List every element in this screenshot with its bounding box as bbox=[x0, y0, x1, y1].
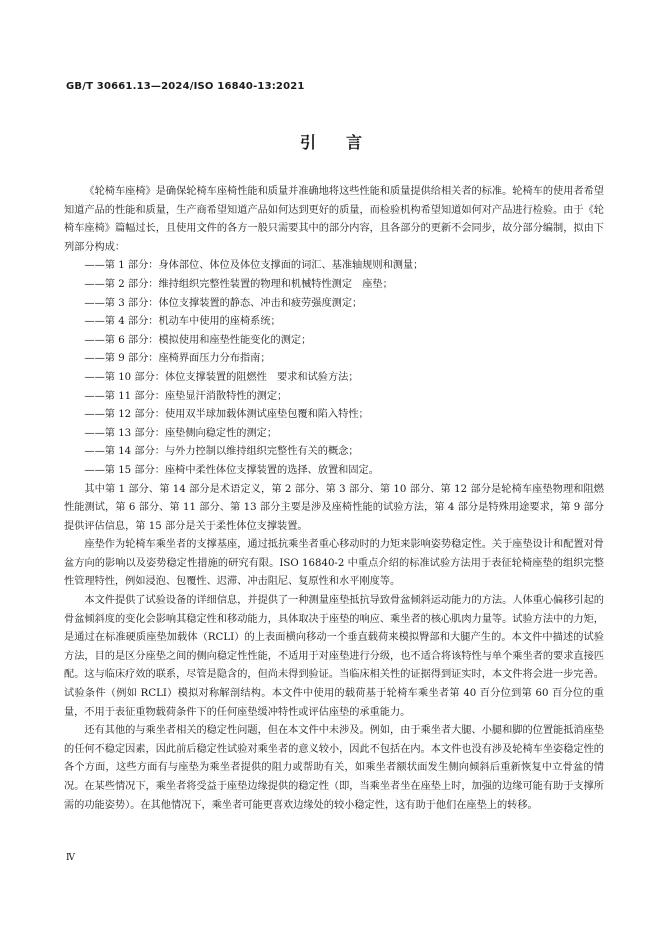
body-paragraph: 其中第 1 部分、第 14 部分是术语定义，第 2 部分、第 3 部分、第 10 部分、第 12 部分是轮椅车座垫物理和阻燃性能测试，第 6 部分、第 11 部分、第 13 部分主要是涉及座椅性能的试验方法，第 4 部分是特殊用途要求，第 9 部分提供评估信息，第 15 部分是关于柔性体位支撑装置。 bbox=[64, 483, 604, 532]
list-item: ——第 9 部分：座椅界面压力分布指南； bbox=[84, 353, 271, 365]
list-item: ——第 1 部分：身体部位、体位及体位支撑面的词汇、基准轴规则和测量； bbox=[84, 260, 424, 272]
body-paragraph: 还有其他的与乘坐者相关的稳定性问题，但在本文件中未涉及。例如，由于乘坐者大腿、小腿和脚的位置能抵消座垫的任何不稳定因素，因此前后稳定性试验对乘坐者的意义较小，因此不包括在内。本文件也没有涉及轮椅车坐姿稳定性的各个方面，这些方面有与座垫为乘坐者提供的阻力或帮助有关，如乘坐者额状面发生侧向倾斜后重新恢复中立骨盆的情况。在某些情况下，乘坐者将受益于座垫边缘提供的稳定性（即，当乘坐者坐在座垫上时，加强的边缘可能有助于支撑所需的功能姿势）。在其他情况下，乘坐者可能更喜欢边缘处的较小稳定性，这有助于他们在座垫上的转移。 bbox=[64, 725, 604, 811]
page-title: 引言 bbox=[299, 133, 392, 152]
intro-paragraph: 《轮椅车座椅》是确保轮椅车座椅性能和质量并准确地将这些性能和质量提供给相关者的标准。轮椅车的使用者希望知道产品的性能和质量，生产商希望知道产品如何达到更好的质量，而检验机构希望知道如何对产品进行检验。由于《轮椅车座椅》篇幅过长，且使用文件的各方一般只需要其中的部分内容，且各部分的更新不会同步，故分部分编制，拟由下列部分构成： bbox=[64, 186, 604, 253]
list-item: ——第 10 部分：体位支撑装置的阻燃性 要求和试验方法； bbox=[84, 371, 359, 383]
list-item: ——第 13 部分：座垫侧向稳定性的测定； bbox=[84, 427, 278, 439]
body-paragraph: 本文件提供了试验设备的详细信息，并提供了一种测量座垫抵抗导致骨盆倾斜运动能力的方法。人体重心偏移引起的骨盆倾斜度的变化会影响其稳定性和移动能力，具体取决于座垫的响应、乘坐者的核心肌肉力量等。试验方法中的力矩，是通过在标准硬质座垫加载体（RCLI）的上表面横向移动一个垂直载荷来模拟臀部和大腿产生的。本文件中描述的试验方法，目的是区分座垫之间的侧向稳定性性能，不适用于对座垫进行分级，也不适合将该特性与单个乘坐者的要求直接匹配。这与临床疗效的联系，尽管是隐含的，但尚未得到验证。当临床相关性的证据得到证实时，本文件将会进一步完善。试验条件（例如 RCLI）模拟对称解剖结构。本文件中使用的载荷基于轮椅车乘坐者第 40 百分位到第 60 百分位的重量，不用于表征重物载荷条件下的任何座垫缓冲特性或评估座垫的承重能力。 bbox=[64, 595, 604, 718]
list-item: ——第 4 部分：机动车中使用的座椅系统； bbox=[84, 316, 281, 328]
parts-list bbox=[64, 257, 604, 480]
standard-header: GB/T 30661.13—2024/ISO 16840-13:2021 bbox=[66, 81, 305, 92]
list-item: ——第 15 部分：座椅中柔性体位支撑装置的选择、放置和固定。 bbox=[84, 464, 379, 476]
list-item: ——第 11 部分：座垫显汗消散特性的测定； bbox=[84, 390, 288, 402]
list-item: ——第 2 部分：维持组织完整性装置的物理和机械特性测定 座垫； bbox=[84, 278, 393, 290]
body-paragraph: 座垫作为轮椅车乘坐者的支撑基座，通过抵抗乘坐者重心移动时的力矩来影响姿势稳定性。关于座垫设计和配置对骨盆方向的影响以及姿势稳定性措施的研究有限。ISO 16840-2 中重点介绍的标准试验方法用于表征轮椅座垫的组织完整性管理特性，例如浸泡、包覆性、迟滞、冲击阻尼、复原性和水平刚度等。 bbox=[64, 539, 604, 588]
list-item: ——第 3 部分：体位支撑装置的静态、冲击和疲劳强度测定； bbox=[84, 297, 363, 309]
list-item: ——第 6 部分：模拟使用和座垫性能变化的测定； bbox=[84, 334, 312, 346]
list-item: ——第 12 部分：使用双半球加载体测试座垫包覆和陷入特性； bbox=[84, 409, 369, 421]
page-number: Ⅳ bbox=[66, 853, 75, 863]
document-body bbox=[64, 183, 604, 815]
list-item: ——第 14 部分：与外力控制以维持组织完整性有关的概念； bbox=[84, 446, 359, 458]
